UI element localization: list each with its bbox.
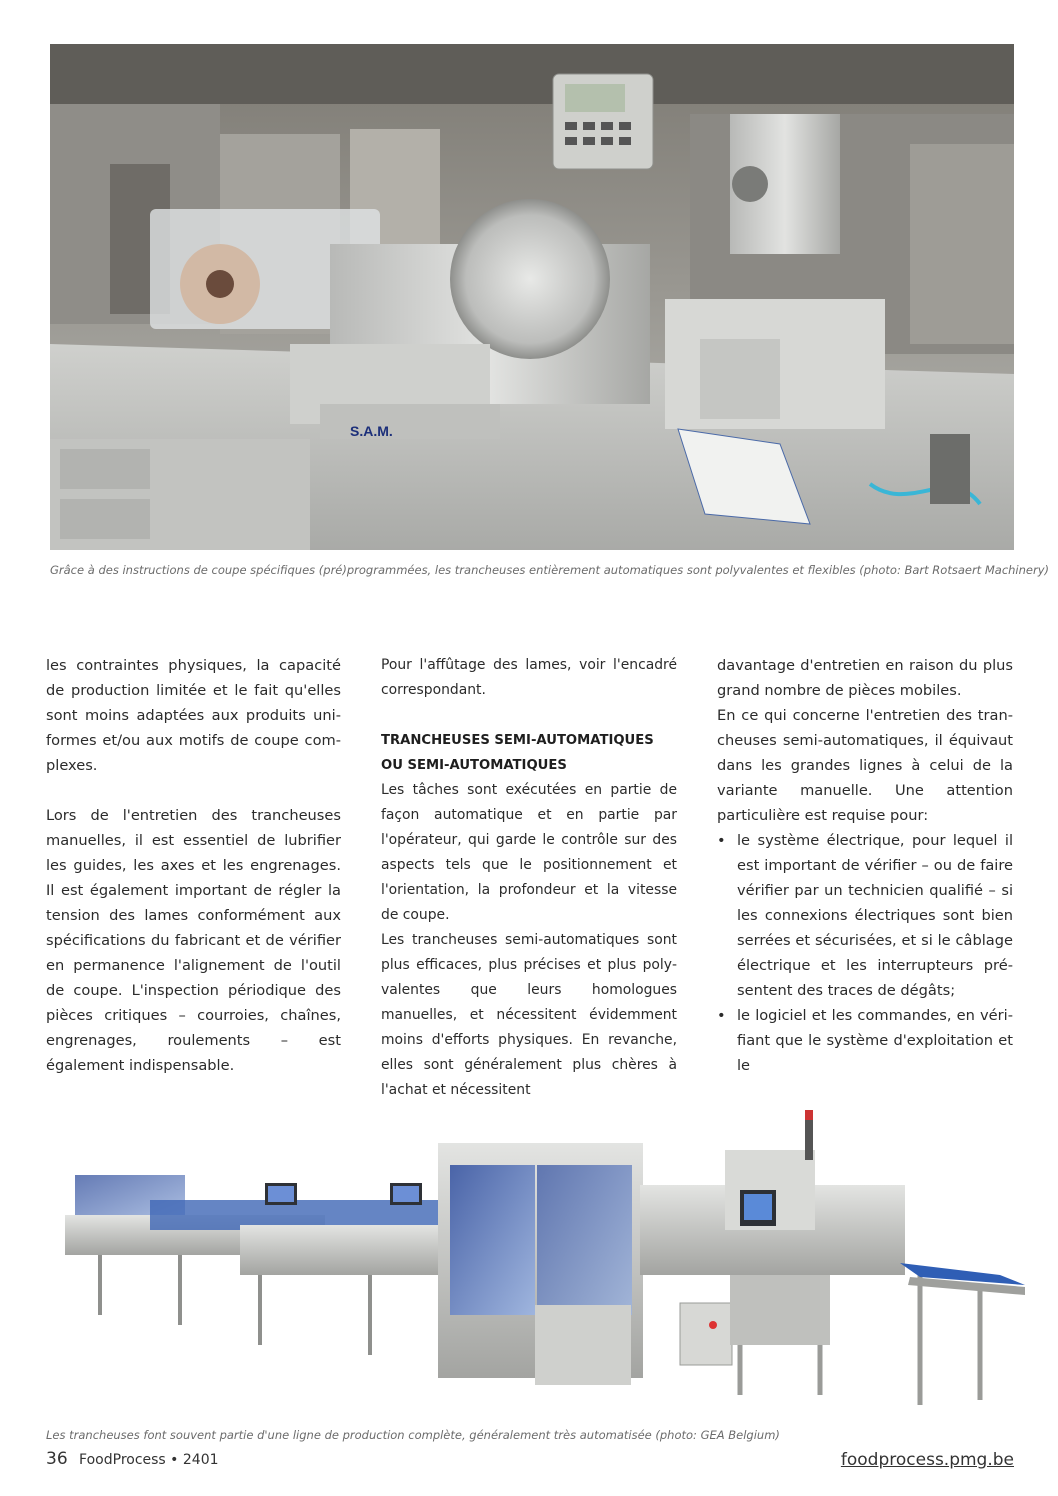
maintenance-bullet-list: [717, 828, 1013, 1078]
column3-paragraph-1: davantage d'entretien en raison du plus grand nombre de pièces mobiles.: [717, 657, 1013, 699]
text-column-1: [46, 653, 341, 1078]
bullet-icon: •: [717, 832, 726, 849]
list-item: [717, 828, 1013, 1003]
page-footer-left: [46, 1449, 219, 1469]
list-item: [717, 1003, 1013, 1078]
text-column-3: [717, 653, 1013, 1078]
page-number: 36: [46, 1449, 68, 1469]
column1-paragraph-2: Lors de l'entretien des trancheuses manuelles, il est essentiel de lubrifier les guides, les axes et les engrenages. Il est également important de régler la tension des lames conformément aux spécifications du fabricant et de vérifier en permanence l'alignement de l'outil de coupe. L'inspection périodique des pièces critiques – courroies, chaînes, engrenages, roulements – est également indispensable.: [46, 807, 341, 1074]
bottom-photo-caption: Les trancheuses font souvent partie d'une ligne de production complète, généralement très automatisée (photo: GEA Belgium): [46, 1428, 780, 1442]
brand-label: S.A.M.: [350, 423, 393, 439]
section-heading-line-2: OU SEMI-AUTOMATIQUES: [381, 758, 567, 773]
slicer-machines-illustration: [50, 44, 1014, 550]
magazine-issue: FoodProcess • 2401: [79, 1452, 219, 1468]
bottom-photo: [40, 1105, 1030, 1423]
section-heading-line-1: TRANCHEUSES SEMI-AUTOMATIQUES: [381, 733, 654, 748]
section-heading: [381, 728, 677, 778]
bullet-text: le système électrique, pour lequel il est important de vérifier – ou de faire vérifier par un technicien qualifié – si les connexions électriques sont bien serrées et sécurisées, et si le câblage électrique et les interrupteurs présentent des traces de dégâts;: [737, 832, 1013, 999]
top-photo: [50, 44, 1014, 550]
website-link[interactable]: foodprocess.pmg.be: [840, 1450, 1014, 1470]
column3-paragraph-2: En ce qui concerne l'entretien des trancheuses semi-automatiques, il équivaut dans les grandes lignes à celui de la variante manuelle. Une attention particulière est requise pour:: [717, 707, 1013, 824]
top-photo-caption: Grâce à des instructions de coupe spécifiques (pré)programmées, les trancheuses entièrement automatiques sont polyvalentes et flexibles (photo: Bart Rotsaert Machinery): [50, 563, 1050, 577]
bullet-text: le logiciel et les commandes, en vérifiant que le système d'exploitation et le: [737, 1007, 1013, 1074]
column2-paragraph-2: Les tâches sont exécutées en partie de façon automatique et en partie par l'opérateur, qui garde le contrôle sur des aspects tels que le positionnement et l'orientation, la profondeur et la vitesse de coupe.: [381, 782, 677, 923]
text-column-2: [381, 653, 677, 1103]
production-line-illustration: [40, 1105, 1030, 1423]
column2-paragraph-1: Pour l'affûtage des lames, voir l'encadré correspondant.: [381, 657, 677, 698]
column2-paragraph-3: Les trancheuses semi-automatiques sont plus efficaces, plus précises et plus polyvalentes que leurs homologues manuelles, et nécessitent évidemment moins d'efforts physiques. En revanche, elles sont généralement plus chères à l'achat et nécessitent: [381, 932, 677, 1098]
bullet-icon: •: [717, 1007, 726, 1024]
column1-paragraph-1: les contraintes physiques, la capacité de production limitée et le fait qu'elles sont moins adaptées aux produits uniformes et/ou aux motifs de coupe complexes.: [46, 657, 341, 774]
